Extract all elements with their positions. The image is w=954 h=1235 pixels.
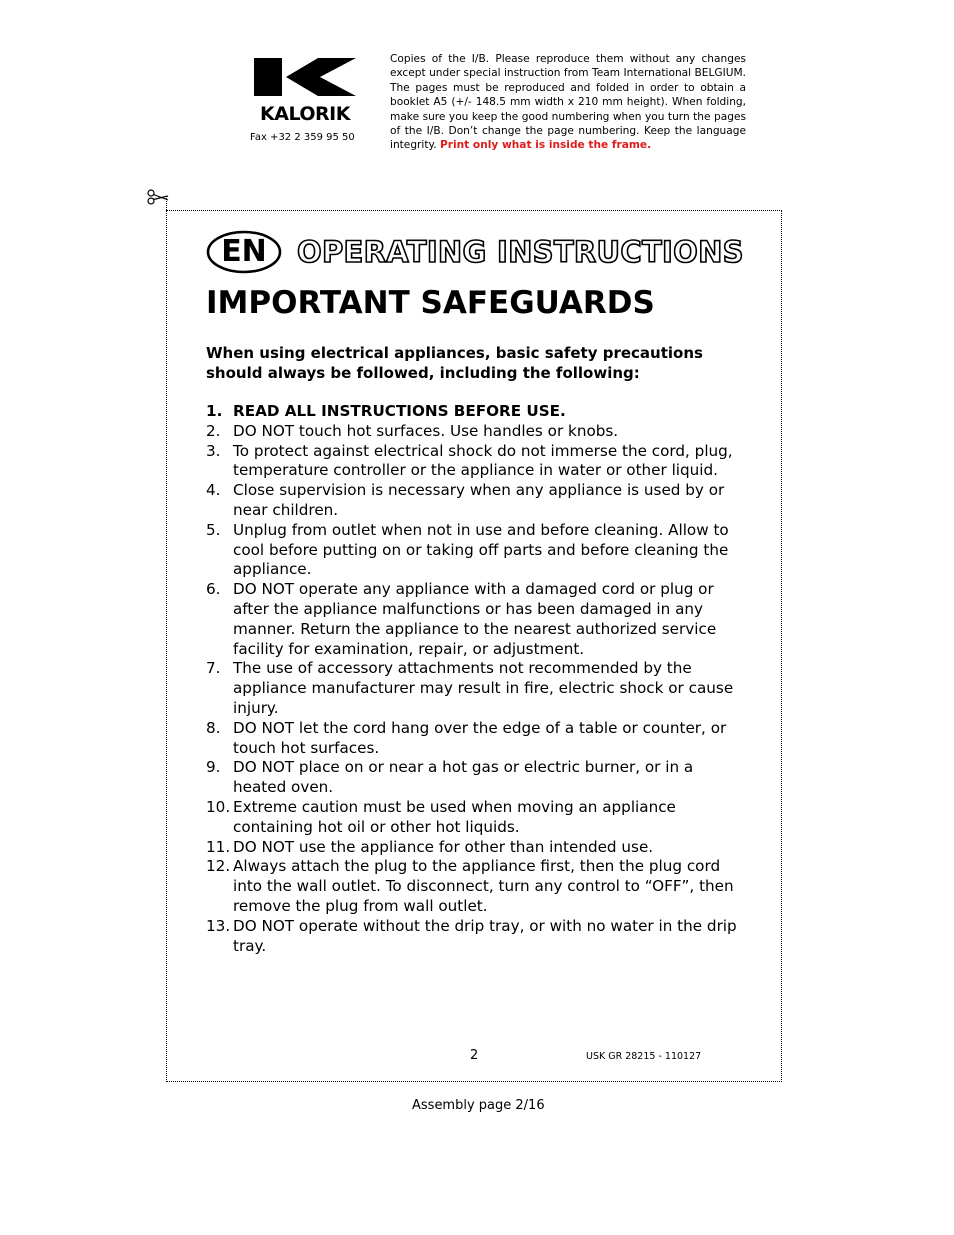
fax-number: Fax +32 2 359 95 50 — [250, 132, 355, 143]
page-title: IMPORTANT SAFEGUARDS — [206, 285, 655, 321]
list-item — [206, 719, 751, 759]
kalorik-logo — [250, 56, 360, 126]
list-item-number: 3. — [206, 441, 221, 460]
list-item-text: READ ALL INSTRUCTIONS BEFORE USE. — [233, 402, 566, 420]
document-code: USK GR 28215 - 110127 — [586, 1051, 702, 1062]
cut-line — [166, 198, 168, 210]
list-item-number: 9. — [206, 758, 221, 777]
list-item-text: DO NOT use the appliance for other than intended use. — [233, 837, 654, 856]
list-item-number: 2. — [206, 421, 221, 440]
list-item-number: 11. — [206, 837, 231, 856]
print-notice-warning: Print only what is inside the frame. — [440, 139, 652, 152]
list-item-text: DO NOT touch hot surfaces. Use handles or knobs. — [233, 421, 619, 440]
list-item-number: 7. — [206, 659, 221, 678]
list-item-text: To protect against electrical shock do not immerse the cord, plug, temperature controller or the appliance in water or other liquid. — [233, 441, 733, 480]
list-item — [206, 838, 751, 858]
list-item-number: 6. — [206, 580, 221, 599]
list-item-text: Always attach the plug to the appliance first, then the plug cord into the wall outlet. To disconnect, turn any control to “OFF”, then remove the plug from wall outlet. — [233, 857, 734, 915]
list-item — [206, 442, 751, 482]
list-item-number: 12. — [206, 857, 231, 876]
list-item — [206, 857, 751, 916]
safeguards-list — [206, 402, 751, 956]
operating-instructions-heading: OPERATING INSTRUCTIONS — [297, 235, 744, 269]
list-item-text: DO NOT let the cord hang over the edge of a table or counter, or touch hot surfaces. — [233, 718, 727, 757]
assembly-page: Assembly page 2/16 — [412, 1098, 545, 1113]
list-item-text: DO NOT place on or near a hot gas or electric burner, or in a heated oven. — [233, 758, 694, 797]
list-item-text: DO NOT operate any appliance with a damaged cord or plug or after the appliance malfunctions or has been damaged in any manner. Return the appliance to the nearest authorized service facility for examination, repair, or adjustment. — [233, 580, 717, 658]
print-notice-text: Copies of the I/B. Please reproduce them without any changes except under special instruction from Team International BELGIUM. The pages must be reproduced and folded in order to obtain a booklet A5 (+/- 148.5 mm width x 210 mm height). When folding, make sure you keep the good numbering when you turn the pages of the I/B. Don’t change the page numbering. Keep the language integrity. — [390, 53, 746, 152]
list-item-number: 10. — [206, 797, 231, 816]
list-item — [206, 402, 751, 422]
list-item — [206, 917, 751, 957]
list-item — [206, 798, 751, 838]
print-notice — [390, 52, 746, 153]
list-item — [206, 422, 751, 442]
list-item — [206, 521, 751, 580]
list-item-number: 4. — [206, 481, 221, 500]
list-item-number: 1. — [206, 402, 223, 420]
list-item-number: 8. — [206, 718, 221, 737]
language-badge-label: EN — [221, 234, 267, 269]
list-item-text: Extreme caution must be used when moving an appliance containing hot oil or other hot liquids. — [233, 797, 676, 836]
list-item — [206, 481, 751, 521]
list-item — [206, 659, 751, 718]
list-item — [206, 758, 751, 798]
intro-text: When using electrical appliances, basic safety precautions should always be followed, including the following: — [206, 344, 703, 382]
page-number: 2 — [470, 1048, 479, 1063]
title-row — [205, 228, 765, 278]
list-item-text: Close supervision is necessary when any appliance is used by or near children. — [233, 481, 725, 519]
list-item-text: Unplug from outlet when not in use and before cleaning. Allow to cool before putting on or taking off parts and before cleaning the appliance. — [233, 520, 729, 579]
list-item-number: 13. — [206, 916, 231, 935]
svg-text:KALORIK: KALORIK — [260, 103, 350, 125]
list-item-text: The use of accessory attachments not recommended by the appliance manufacturer may result in fire, electric shock or cause injury. — [233, 659, 734, 717]
list-item-text: DO NOT operate without the drip tray, or with no water in the drip tray. — [233, 916, 737, 955]
list-item-number: 5. — [206, 520, 221, 539]
list-item — [206, 580, 751, 659]
